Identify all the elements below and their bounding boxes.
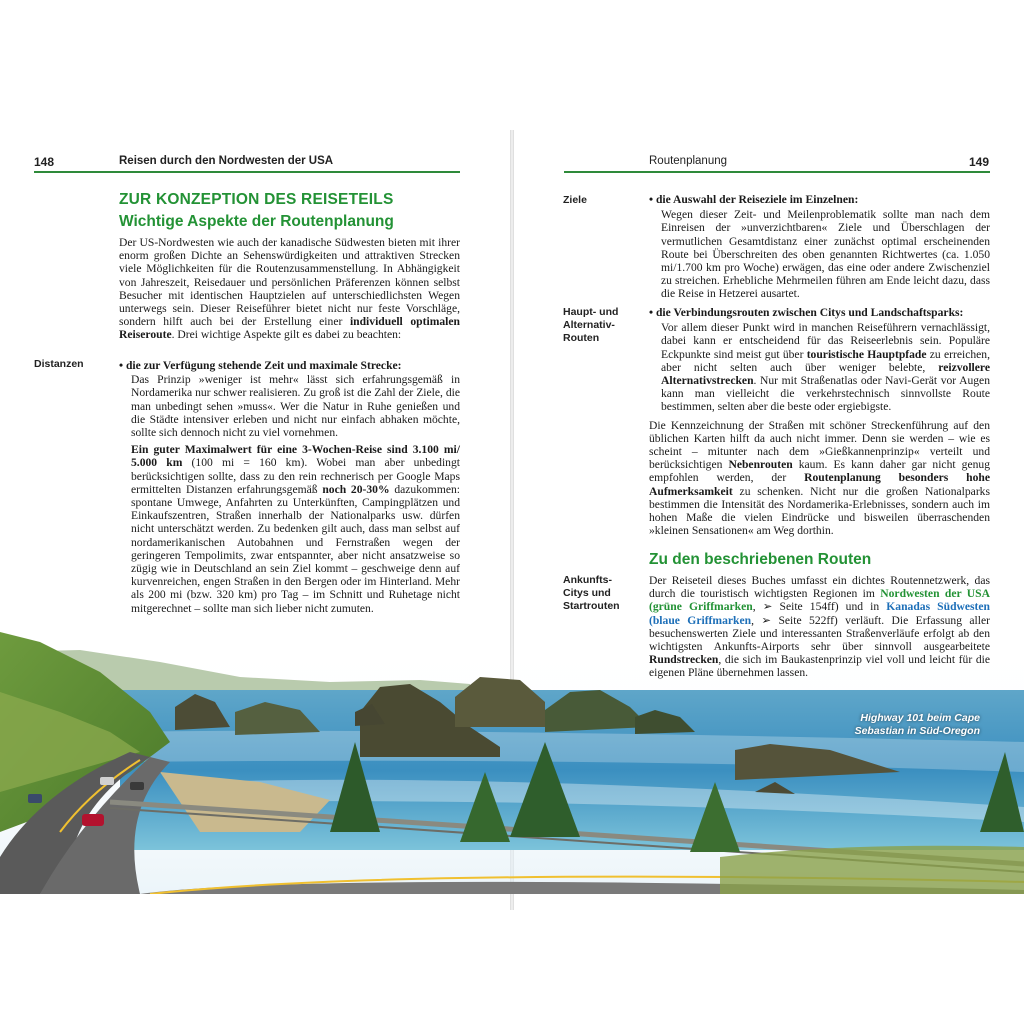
page-number-right: 149	[969, 155, 990, 169]
header-rule-left	[34, 171, 460, 173]
routes-bullet: • die Verbindungsrouten zwischen Citys und Landschaftsparks: Vor allem dieser Punkt wird in manchen Reiseführern vernachlässigt, dabei kann er entscheidend für das Reiseerlebnis sein. Populäre Eckpunkte sind meist gut über touristische Hauptpfade zu erreichen, aber nicht selten auch über weniger belebte, reizvollere Alternativstrecken. Nur mit Straßenatlas oder Navi-Gerät vor Augen kann man vielleicht die verkehrstechnisch sinnvollste Route bestimmen, selten aber die beste oder ergiebigste. Die Kennzeichnung der Straßen mit schöner Streckenführung auf den üblichen Karten hilft da auch nicht immer. Denn sie werden – wie es scheint – mitunter nach dem »Gießkannenprinzip« verteilt und berücksichtigen Nebenrouten kaum. Es kann daher gar nicht genug empfohlen werden, der Routenplanung besonders hohe Aufmerksamkeit zu schenken. Nicht nur die großen Nationalparks bestimmen die Intensität des Nordamerika-Erlebnisses, sondern auch im hohen Maße die vielen Eindrücke und bisweilen überraschenden »kleinen Sensationen« am Weg dorthin.	[649, 306, 990, 538]
side-label-routen: Haupt- und Alternativ- Routen	[563, 306, 619, 344]
side-label-ziele: Ziele	[563, 194, 587, 206]
distance-para-2: Ein guter Maximalwert für eine 3-Wochen-Reise sind 3.100 mi/ 5.000 km (100 mi = 160 km). Wobei man aber unbedingt berücksichtigen sollte, dass zu den rein rechnerisch per Google Maps ermittelten Distanzen erfahrungsgemäß noch 20-30% dazukommen: spontane Umwege, Anfahrten zu Unterkünften, Campingplätzen und Einkaufszentren, Straßen innerhalb der Nationalparks usw. dürfen nicht unterschätzt werden. Zu bedenken gilt auch, dass man selbst auf nordamerikanischen Autobahnen und Fernstraßen wegen der geringeren Tempolimits, zwar entspannter, aber nicht ansatzweise so zügig wie in Deutschland an sein Ziel kommt – geschweige denn auf kurvenreichen, engen Straßen in den Bergen oder im Hinterland. Mehr als 200 mi (bzw. 320 km) pro Tag – im Schnitt und Ruhetage nicht mitgerechnet – sollte man sich lieber nicht zumuten.	[131, 443, 461, 615]
page-number-left: 148	[34, 155, 55, 169]
running-head-right: Routenplanung	[649, 155, 728, 167]
side-label-distanzen: Distanzen	[34, 358, 84, 370]
side-label-ankunft: Ankunfts- Citys und Startrouten	[563, 574, 620, 612]
distance-para-1: Das Prinzip »weniger ist mehr« lässt sich erfahrungsgemäß in Nordamerika nur schwer realisieren. Zu groß ist die Zahl der Ziele, die man unbedingt sehen »muss«. Wer die Natur in Ruhe genießen und die Städte intensiver erleben und nicht nur einfach abhaken möchte, sollte sich dennoch nicht zu viel vornehmen.	[131, 373, 460, 440]
running-head-left: Reisen durch den Nordwesten der USA	[119, 155, 334, 167]
routes-paragraph: Der Reiseteil dieses Buches umfasst ein dichtes Routennetzwerk, das durch die touristisch wichtigsten Regionen im Nordwesten der USA (grüne Griffmarken, ➢ Seite 154ff) und in Kanadas Südwesten (blaue Griffmarken, ➢ Seite 522ff) verläuft. Die Erfassung aller besuchenswerten Ziele und interessanten Straßenverläufe erfolgt ab den wichtigsten Ankunfts-Airports sehr über sinnvoll ausgearbeitete Rundstrecken, die sich im Baukastenprinzip viel voll und leicht für die eigenen Pläne übernehmen lassen.	[649, 574, 991, 680]
photo-caption: Highway 101 beim Cape Sebastian in Süd-Oregon	[854, 712, 980, 737]
distance-bullet: • die zur Verfügung stehende Zeit und maximale Strecke: Das Prinzip »weniger ist mehr« lässt sich erfahrungsgemäß in Nordamerika nur schwer realisieren. Zu groß ist die Zahl der Ziele, die man unbedingt sehen »muss«. Wer die Natur in Ruhe genießen und die Städte intensiver erleben und nicht nur einfach abhaken möchte, sollte sich dennoch nicht zu viel vornehmen. Ein guter Maximalwert für eine 3-Wochen-Reise sind 3.100 mi/ 5.000 km (100 mi = 160 km). Wobei man aber unbedingt berücksichtigen sollte, dass zu den rein rechnerisch per Google Maps ermittelten Distanzen erfahrungsgemäß noch 20-30% dazukommen: spontane Umwege, Anfahrten zu Unterkünften, Campingplätzen und Einkaufszentren, Straßen innerhalb der Nationalparks usw. dürfen nicht unterschätzt werden. Zu bedenken gilt auch, dass man selbst auf nordamerikanischen Autobahnen und Fernstraßen wegen der geringeren Tempolimits, zwar entspannter, aber nicht ansatzweise so zügig wie in Deutschland an sein Ziel kommt – geschweige denn auf kurvenreichen, engen Straßen in den Bergen oder im Hinterland. Mehr als 200 mi (bzw. 320 km) pro Tag – im Schnitt und Ruhetage nicht mitgerechnet – sollte man sich lieber nicht zumuten.	[119, 359, 461, 615]
section-heading: Wichtige Aspekte der Routenplanung	[119, 213, 394, 230]
chapter-heading: ZUR KONZEPTION DES REISETEILS	[119, 191, 394, 208]
ziele-bullet: • die Auswahl der Reiseziele im Einzelnen: Wegen dieser Zeit- und Meilenproblematik sollte man nach dem Einreisen der »unverzichtbaren« Ziele und Überschlagen der vermutlichen Gesamtdistanz einer zunächst optimal erscheinenden Route bei Überschreiten des oben genannten Richtwertes (ca. 1.050 mi/1.700 km pro Woche) erwägen, das eine oder andere Zwischenziel zu streichen. Erhebliche Mehrmeilen führen am Ende leicht dazu, dass die Reise in Hetzerei ausartet.	[649, 193, 990, 301]
header-rule-right	[564, 171, 990, 173]
intro-paragraph: Der US-Nordwesten wie auch der kanadische Südwesten bieten mit ihrer enorm großen Dichte an Sehenswürdigkeiten und attraktiven Strecken viele Möglichkeiten für die Routenzusammenstellung. In Abhängigkeit von Jahreszeit, Reisedauer und persönlichen Präferenzen können selbst Besucher mit identischen Hauptzielen auf unterschiedlichsten Wegen unterwegs sein. Dieser Reiseführer bietet nicht nur feste Vorschläge, sondern hilft auch bei der Erstellung einer individuell optimalen Reiseroute. Drei wichtige Aspekte gilt es dabei zu beachten:	[119, 236, 460, 342]
kennzeichnung-paragraph: Die Kennzeichnung der Straßen mit schöner Streckenführung auf den üblichen Karten hilft da auch nicht immer. Denn sie werden – wie es scheint – mitunter nach dem »Gießkannenprinzip« verteilt und berücksichtigen Nebenrouten kaum. Es kann daher gar nicht genug empfohlen werden, der Routenplanung besonders hohe Aufmerksamkeit zu schenken. Nicht nur die großen Nationalparks bestimmen die Intensität des Nordamerika-Erlebnisses, sondern auch im hohen Maße die vielen Eindrücke und bisweilen überraschenden »kleinen Sensationen« am Weg dorthin.	[649, 418, 990, 538]
routes-subheading: Zu den beschriebenen Routen	[649, 551, 872, 568]
